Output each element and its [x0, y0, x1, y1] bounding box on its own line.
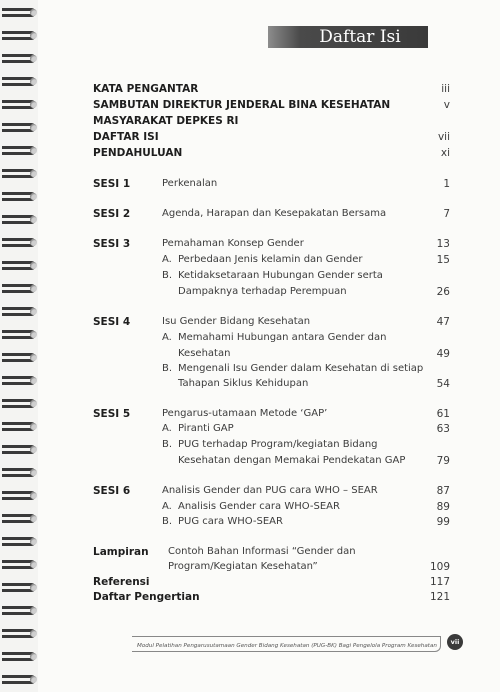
- binding-hole: [30, 124, 37, 131]
- session-page: 13: [436, 238, 450, 250]
- session-page: 7: [443, 208, 450, 220]
- item-letter: A.: [162, 254, 172, 265]
- back-label: Lampiran: [93, 546, 149, 558]
- toc-entry-page: xi: [440, 147, 450, 159]
- binding-hole: [30, 78, 37, 85]
- back-page: 109: [429, 561, 450, 573]
- binding-hole: [30, 584, 37, 591]
- item-letter: B.: [162, 439, 173, 450]
- item-text: Mengenali Isu Gender dalam Kesehatan di setiap: [178, 363, 424, 374]
- back-text: Program/Kegiatan Kesehatan”: [168, 561, 318, 572]
- binding-hole: [30, 32, 37, 39]
- binding-hole: [30, 101, 37, 108]
- item-text: PUG cara WHO-SEAR: [178, 516, 283, 527]
- item-page: 63: [436, 423, 450, 435]
- toc-entry-label: MASYARAKAT DEPKES RI: [93, 115, 239, 127]
- item-page: 49: [436, 348, 450, 360]
- item-letter: A.: [162, 501, 172, 512]
- page-number-badge: vii: [447, 634, 463, 650]
- session-label: SESI 1: [93, 178, 131, 190]
- item-text: Piranti GAP: [178, 423, 234, 434]
- back-page: 121: [429, 591, 450, 603]
- back-text: Contoh Bahan Informasi “Gender dan: [168, 546, 356, 557]
- item-page: 26: [436, 286, 450, 298]
- item-letter: A.: [162, 332, 172, 343]
- item-text: Analisis Gender cara WHO-SEAR: [178, 501, 340, 512]
- binding-hole: [30, 400, 37, 407]
- back-label: Referensi: [93, 576, 150, 588]
- item-text: Kesehatan dengan Memakai Pendekatan GAP: [178, 455, 406, 466]
- binding-hole: [30, 423, 37, 430]
- session-title: Perkenalan: [162, 178, 218, 189]
- session-title: Isu Gender Bidang Kesehatan: [162, 316, 311, 327]
- binding-hole: [30, 538, 37, 545]
- back-page: 117: [429, 576, 450, 588]
- binding-hole: [30, 262, 37, 269]
- session-page: 87: [436, 485, 450, 497]
- toc-entry-label: SAMBUTAN DIREKTUR JENDERAL BINA KESEHATAN: [93, 99, 391, 111]
- item-text: Dampaknya terhadap Perempuan: [178, 286, 347, 297]
- toc-entry-page: iii: [441, 83, 450, 95]
- binding-hole: [30, 377, 37, 384]
- session-title: Pemahaman Konsep Gender: [162, 238, 304, 249]
- session-page: 1: [443, 178, 450, 190]
- session-label: SESI 3: [93, 238, 131, 250]
- page-title: Daftar Isi: [319, 27, 401, 47]
- toc-entry-label: KATA PENGANTAR: [93, 83, 199, 95]
- session-page: 61: [436, 408, 450, 420]
- binding-hole: [30, 653, 37, 660]
- session-label: SESI 5: [93, 408, 131, 420]
- session-label: SESI 4: [93, 316, 131, 328]
- item-letter: A.: [162, 423, 172, 434]
- item-text: Perbedaan Jenis kelamin dan Gender: [178, 254, 363, 265]
- item-text: Ketidaksetaraan Hubungan Gender serta: [178, 270, 383, 281]
- item-text: Memahami Hubungan antara Gender dan: [178, 332, 387, 343]
- session-label: SESI 6: [93, 485, 131, 497]
- binding-hole: [30, 561, 37, 568]
- binding-hole: [30, 515, 37, 522]
- binding-hole: [30, 354, 37, 361]
- binding-hole: [30, 676, 37, 683]
- session-title: Pengarus-utamaan Metode ‘GAP’: [162, 408, 328, 419]
- binding-hole: [30, 469, 37, 476]
- binding-hole: [30, 239, 37, 246]
- binding-hole: [30, 331, 37, 338]
- session-page: 47: [436, 316, 450, 328]
- item-page: 54: [436, 378, 450, 390]
- item-page: 79: [436, 455, 450, 467]
- binding-hole: [30, 285, 37, 292]
- item-letter: B.: [162, 363, 173, 374]
- toc-entry-label: PENDAHULUAN: [93, 147, 183, 159]
- binding-hole: [30, 216, 37, 223]
- item-text: Tahapan Siklus Kehidupan: [178, 378, 309, 389]
- item-letter: B.: [162, 270, 173, 281]
- binding-hole: [30, 147, 37, 154]
- session-title: Analisis Gender dan PUG cara WHO – SEAR: [162, 485, 378, 496]
- item-page: 15: [436, 254, 450, 266]
- toc-entry-page: vii: [437, 131, 450, 143]
- binding-hole: [30, 308, 37, 315]
- binding-hole: [30, 9, 37, 16]
- item-page: 89: [436, 501, 450, 513]
- session-title: Agenda, Harapan dan Kesepakatan Bersama: [162, 208, 387, 219]
- session-label: SESI 2: [93, 208, 131, 220]
- item-letter: B.: [162, 516, 173, 527]
- binding-hole: [30, 492, 37, 499]
- item-text: PUG terhadap Program/kegiatan Bidang: [178, 439, 378, 450]
- back-label: Daftar Pengertian: [93, 591, 200, 603]
- item-text: Kesehatan: [178, 348, 231, 359]
- binding-hole: [30, 193, 37, 200]
- toc-entry-page: v: [443, 99, 450, 111]
- binding-hole: [30, 446, 37, 453]
- binding-hole: [30, 607, 37, 614]
- binding-hole: [30, 630, 37, 637]
- binding-hole: [30, 170, 37, 177]
- binding-hole: [30, 55, 37, 62]
- toc-entry-label: DAFTAR ISI: [93, 131, 159, 143]
- item-page: 99: [436, 516, 450, 528]
- footer-text: Modul Pelatihan Pengarusutamaan Gender Bidang Kesehatan (PUG-BK) Bagi Pengelola Program Kesehatan: [137, 643, 437, 649]
